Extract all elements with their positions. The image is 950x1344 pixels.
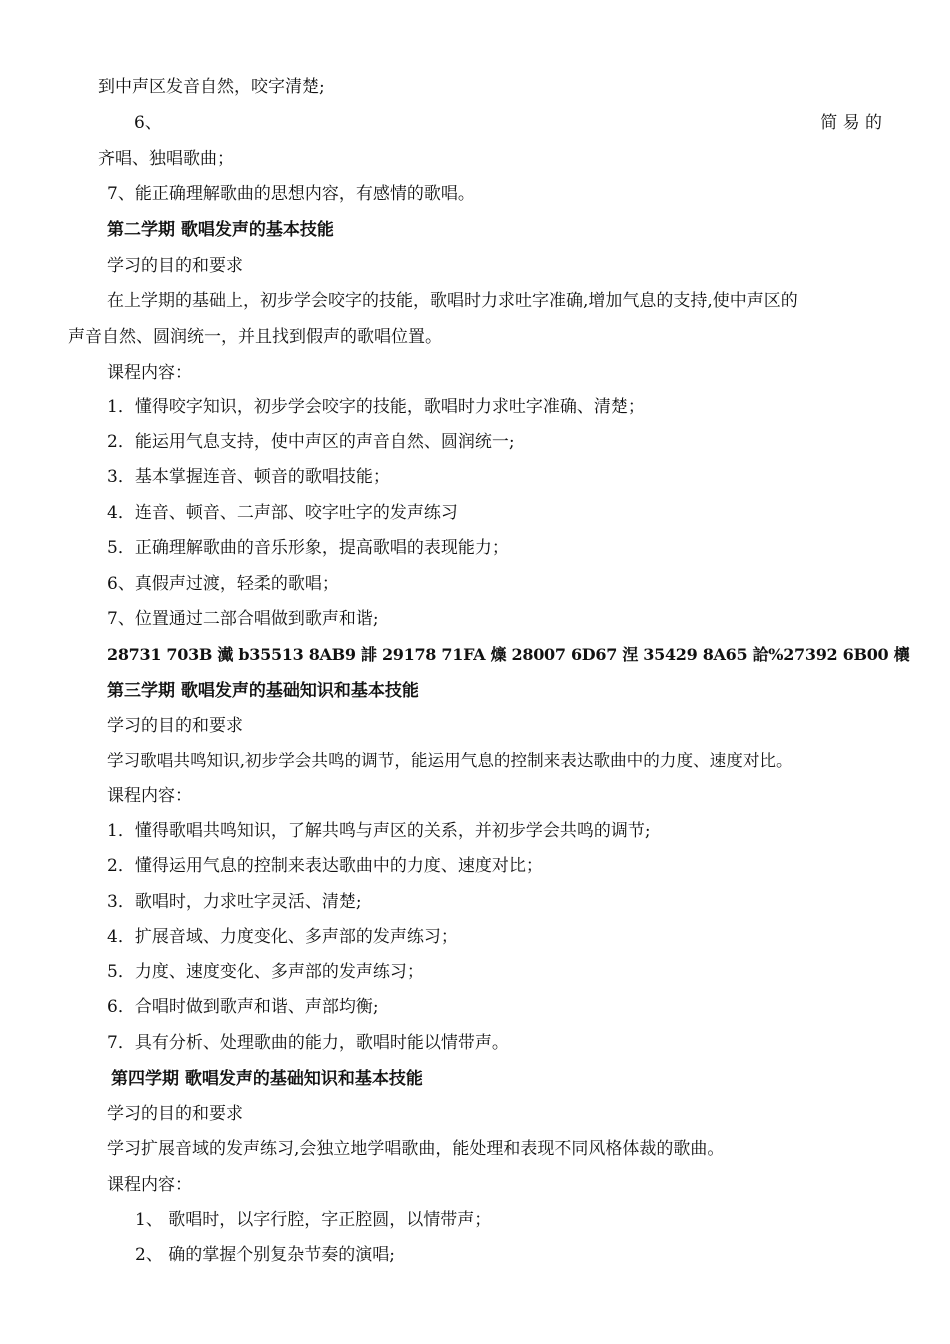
section-heading: 第二学期 歌唱发声的基本技能 — [107, 220, 334, 240]
list-item: 2．能运用气息支持，使中声区的声音自然、圆润统一; — [107, 432, 515, 452]
text-line: 7、能正确理解歌曲的思想内容，有感情的歌唱。 — [107, 184, 475, 204]
garbled-code-line: 28731 703B 瀻 b35513 8AB9 誹 29178 71FA 燺 28007 6D67 涅 35429 8A65 詥%27392 6B00 欀 — [107, 645, 910, 664]
paragraph-line: 学习歌唱共鸣知识,初步学会共鸣的调节，能运用气息的控制来表达歌曲中的力度、速度对比。 — [107, 751, 793, 770]
list-item: 4．扩展音域、力度变化、多声部的发声练习； — [107, 927, 458, 947]
text-line: 齐唱、独唱歌曲； — [98, 149, 234, 169]
list-item: 6．合唱时做到歌声和谐、声部均衡; — [107, 997, 379, 1017]
subheading: 学习的目的和要求 — [107, 1104, 243, 1124]
list-item: 1．懂得咬字知识，初步学会咬字的技能，歌唱时力求吐字准确、清楚； — [107, 397, 645, 417]
subheading: 学习的目的和要求 — [107, 256, 243, 276]
section-heading: 第四学期 歌唱发声的基础知识和基本技能 — [111, 1069, 423, 1089]
list-item: 7．具有分析、处理歌曲的能力，歌唱时能以情带声。 — [107, 1033, 509, 1053]
list-item: 4．连音、顿音、二声部、咬字吐字的发声练习 — [107, 503, 458, 523]
list-item: 5．正确理解歌曲的音乐形象，提高歌唱的表现能力； — [107, 538, 509, 558]
list-item: 6、真假声过渡，轻柔的歌唱； — [107, 574, 339, 594]
text-fragment: 简 易 的 — [820, 113, 882, 133]
list-item: 2．懂得运用气息的控制来表达歌曲中的力度、速度对比； — [107, 856, 543, 876]
text-line: 到中声区发音自然，咬字清楚; — [98, 77, 325, 97]
list-item: 2、 确的掌握个别复杂节奏的演唱; — [135, 1245, 395, 1265]
subheading: 课程内容： — [107, 786, 192, 806]
subheading: 课程内容： — [107, 1175, 192, 1195]
list-item: 7、位置通过二部合唱做到歌声和谐; — [107, 609, 379, 629]
subheading: 课程内容： — [107, 363, 192, 383]
paragraph-line: 在上学期的基础上，初步学会咬字的技能，歌唱时力求吐字准确,增加气息的支持,使中声区的 — [107, 291, 798, 311]
list-number: 6、 — [134, 113, 162, 133]
paragraph-line: 学习扩展音域的发声练习,会独立地学唱歌曲，能处理和表现不同风格体裁的歌曲。 — [107, 1139, 725, 1159]
list-item: 3．基本掌握连音、顿音的歌唱技能； — [107, 467, 390, 487]
subheading: 学习的目的和要求 — [107, 716, 243, 736]
list-item: 3．歌唱时，力求吐字灵活、清楚; — [107, 892, 362, 912]
list-item: 1、 歌唱时，以字行腔，字正腔圆，以情带声； — [135, 1210, 492, 1230]
section-heading: 第三学期 歌唱发声的基础知识和基本技能 — [107, 681, 419, 701]
paragraph-line: 声音自然、圆润统一，并且找到假声的歌唱位置。 — [68, 327, 442, 347]
list-item: 1．懂得歌唱共鸣知识，了解共鸣与声区的关系，并初步学会共鸣的调节; — [107, 821, 651, 841]
list-item: 5．力度、速度变化、多声部的发声练习； — [107, 962, 424, 982]
text-line-justified — [98, 111, 882, 135]
